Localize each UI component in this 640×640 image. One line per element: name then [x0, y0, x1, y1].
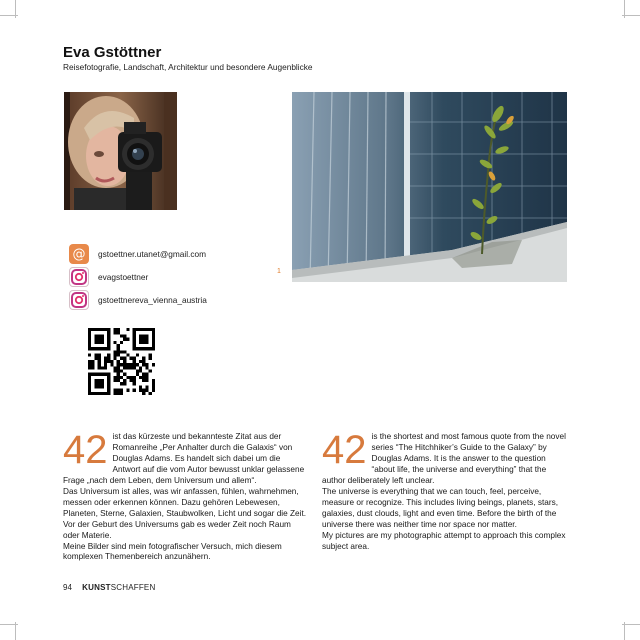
paragraph: The universe is everything that we can touch, feel, perceive, measure or recognize. This includes living beings, planets, stars, galaxies, dust clouds, light and even time. Before the birth of the universe there was neither time nor space nor matter.: [322, 486, 559, 529]
brand-bold: KUNST: [82, 583, 111, 592]
paragraph: is the shortest and most famous quote from the novel series “The Hitchhiker’s Guide to the Galaxy” by Douglas Adams. It is the answer to the question “about life, the universe and everything” that the author deliberately left unclear.: [322, 432, 566, 485]
page-number: 94: [63, 583, 72, 592]
paragraph: Das Universum ist alles, was wir anfassen, fühlen, wahrnehmen, messen oder erkennen können. Dazu gehören Lebewesen, Planeten, Sterne, Galaxien, Staubwolken, Licht und sogar die Zeit. Vor der Geburt des Universums gab es weder Zeit noch Raum oder Materie.: [63, 486, 307, 540]
photo-number: 1: [277, 268, 281, 275]
contact-instagram-2-text[interactable]: gstoettnereva_vienna_austria: [98, 295, 207, 305]
qr-code[interactable]: [88, 328, 155, 395]
crop-mark: [624, 0, 625, 18]
crop-mark: [15, 0, 16, 18]
crop-mark: [15, 622, 16, 640]
artist-portrait: [64, 92, 177, 210]
instagram-icon: [69, 290, 89, 310]
text-column-german: [63, 428, 308, 563]
contact-instagram-2[interactable]: [69, 290, 207, 310]
email-icon: @: [69, 244, 89, 264]
instagram-icon: [69, 267, 89, 287]
crop-mark: [624, 622, 625, 640]
paragraph: Meine Bilder sind mein fotografischer Versuch, mich diesem komplexen Themenbereich anzunähern.: [63, 541, 282, 562]
drop-number-42: 42: [63, 428, 108, 472]
contact-email-text[interactable]: gstoettner.utanet@gmail.com: [98, 249, 207, 259]
drop-number-42: 42: [322, 428, 367, 472]
text-column-english: [322, 428, 567, 552]
artist-subtitle: Reisefotografie, Landschaft, Architektur und besondere Augenblicke: [63, 62, 313, 72]
paragraph: My pictures are my photographic attempt to approach this complex subject area.: [322, 530, 566, 551]
contact-instagram-1-text[interactable]: evagstoettner: [98, 272, 149, 282]
artist-name: Eva Gstöttner: [63, 44, 162, 61]
page-footer: [63, 583, 155, 592]
brand-rest: SCHAFFEN: [110, 583, 156, 592]
paragraph: ist das kürzeste und bekannteste Zitat aus der Romanreihe „Per Anhalter durch die Galaxis“ von Douglas Adams. Es handelt sich dabei um die Antwort auf die vom Autor bewusst unklar gelassene Frage „nach dem Leben, dem Universum und allem“.: [63, 432, 305, 485]
contact-email[interactable]: [69, 244, 206, 264]
contact-instagram-1[interactable]: [69, 267, 148, 287]
magazine-brand: [82, 583, 155, 592]
featured-photograph: [292, 92, 567, 282]
